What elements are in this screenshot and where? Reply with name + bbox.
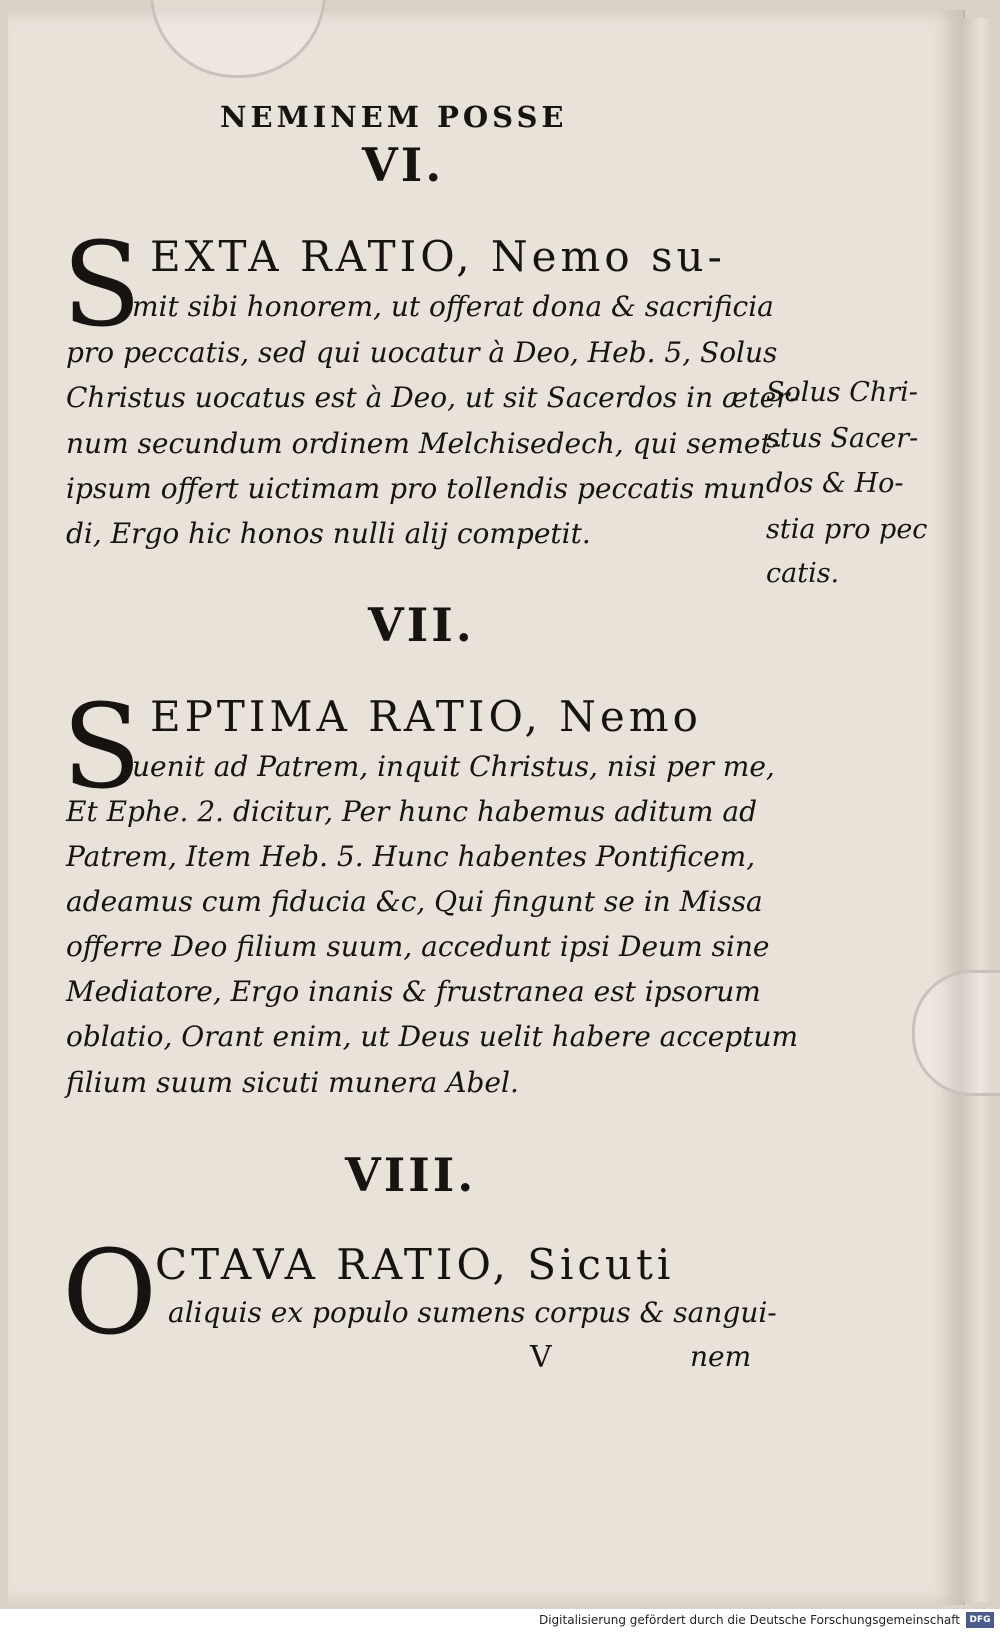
text-line: mit sibi honorem, ut offerat dona & sacrificia	[132, 290, 774, 323]
section-numeral-vii: VII.	[368, 598, 475, 652]
text-line: ipsum offert uictimam pro tollendis peccatis mun	[66, 472, 766, 505]
catchword: nem	[690, 1340, 752, 1373]
page-edge	[963, 18, 993, 1602]
marginal-note-line: Solus Chri-	[766, 377, 918, 408]
footer-credit: Digitalisierung gefördert durch die Deutsche Forschungsgemeinschaft	[538, 1613, 960, 1627]
text-line: aliquis ex populo sumens corpus & sangui-	[168, 1296, 777, 1329]
text-line: CTAVA RATIO, Sicuti	[155, 1240, 675, 1289]
text-line: filium suum sicuti munera Abel.	[66, 1066, 519, 1099]
dropcap-s-vi: S	[62, 218, 142, 353]
text-line: Patrem, Item Heb. 5. Hunc habentes Pontificem,	[66, 840, 756, 873]
dropcap-s-vii: S	[62, 680, 142, 815]
text-line: pro peccatis, sed qui uocatur à Deo, Heb. 5, Solus	[66, 336, 778, 369]
text-line: oblatio, Orant enim, ut Deus uelit habere acceptum	[66, 1020, 799, 1053]
text-line: Et Ephe. 2. dicitur, Per hunc habemus aditum ad	[66, 795, 758, 828]
running-head: NEMINEM POSSE	[220, 100, 568, 134]
section-numeral-viii: VIII.	[345, 1148, 477, 1202]
marginal-note-line: dos & Ho-	[766, 468, 904, 499]
text-line: adeamus cum fiducia &c, Qui fingunt se in Missa	[66, 885, 763, 918]
text-line: uenit ad Patrem, inquit Christus, nisi per me,	[132, 750, 775, 783]
text-line: num secundum ordinem Melchisedech, qui semet-	[66, 427, 782, 460]
text-line: offerre Deo filium suum, accedunt ipsi Deum sine	[66, 930, 770, 963]
text-line: Christus uocatus est à Deo, ut sit Sacerdos in æter-	[66, 381, 800, 414]
text-line: Mediatore, Ergo inanis & frustranea est ipsorum	[66, 975, 761, 1008]
text-line: EPTIMA RATIO, Nemo	[150, 692, 702, 741]
section-numeral-vi: VI.	[362, 138, 445, 192]
text-line: EXTA RATIO, Nemo su-	[150, 232, 726, 281]
text-line: di, Ergo hic honos nulli alij competit.	[66, 517, 591, 550]
marginal-note-line: stus Sacer-	[766, 423, 919, 454]
marginal-note-line: catis.	[766, 558, 840, 589]
footer-bar	[0, 1609, 1000, 1634]
marginal-note-line: stia pro pec	[766, 514, 928, 545]
dropcap-o-viii: O	[62, 1226, 158, 1361]
signature-mark: V	[530, 1340, 552, 1375]
dfg-logo: DFG	[966, 1612, 994, 1628]
